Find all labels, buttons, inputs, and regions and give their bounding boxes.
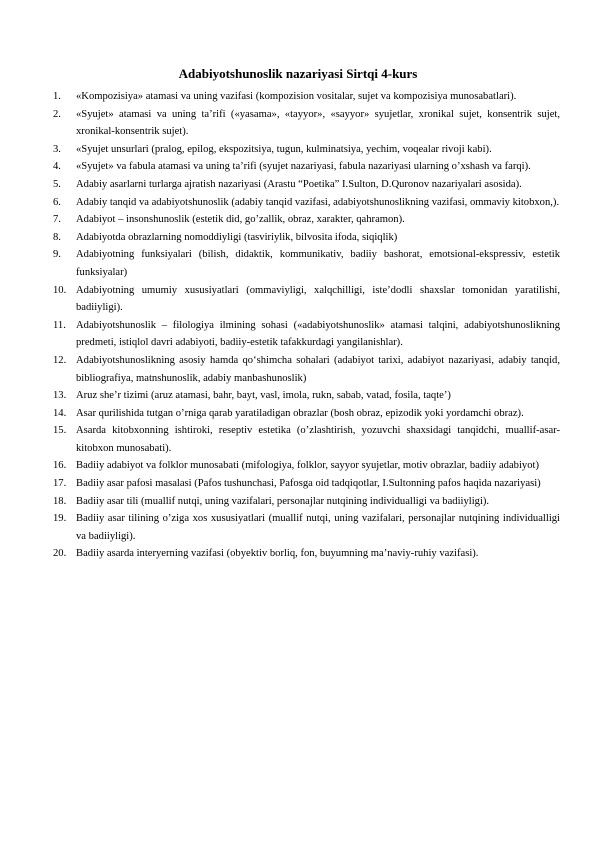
list-item-number: 12. — [53, 354, 67, 366]
list-item-text: Adabiyotshunoslikning asosiy hamda qo‘shimcha sohalari (adabiyot tarixi, adabiyot nazariyasi, adabiy tanqid, bibliografiya, matnshunoslik, adabiy manbashunoslik) — [76, 354, 560, 384]
list-item — [53, 246, 560, 281]
list-item-text: Adabiyot – insonshunoslik (estetik did, go’zallik, obraz, xarakter, qahramon). — [76, 214, 405, 226]
list-item-text: Badiiy asar pafosi masalasi (Pafos tushunchasi, Pafosga oid tadqiqotlar, I.Sultonning pafos haqida nazariyasi) — [76, 478, 541, 490]
list-item-number: 18. — [53, 495, 67, 507]
list-item-text: «Syujet unsurlari (pralog, epilog, ekspozitsiya, tugun, kulminatsiya, yechim, voqealar rivoji kabi). — [76, 143, 492, 155]
list-item-number: 8. — [53, 231, 61, 243]
list-item-number: 11. — [53, 319, 66, 331]
list-item-number: 13. — [53, 390, 67, 402]
list-item — [53, 475, 560, 493]
list-item — [53, 158, 560, 176]
list-item — [53, 106, 560, 141]
list-item-text: Badiiy asarda interyerning vazifasi (obyektiv borliq, fon, buyumning ma’naviy-ruhiy vazifasi). — [76, 548, 479, 560]
list-item-number: 7. — [53, 214, 61, 226]
list-item-number: 2. — [53, 108, 61, 120]
list-item-number: 19. — [53, 513, 67, 525]
list-item-number: 4. — [53, 161, 61, 173]
list-item-text: Adabiyotning funksiyalari (bilish, didaktik, kommunikativ, badiiy bashorat, emotsional-ekspressiv, estetik funksiyalar) — [76, 249, 560, 278]
list-item-number: 9. — [53, 249, 61, 261]
list-item-text: Adabiyotshunoslik – filologiya ilmining sohasi («adabiyotshunoslik» atamasi talqini, adabiyotshunoslikning predmeti, istiqlol davri adabiyoti, badiiy-estetik tafakkurdagi yangilanishlar). — [76, 319, 560, 349]
list-item-number: 15. — [53, 425, 67, 437]
list-item-text: Aruz she’r tizimi (aruz atamasi, bahr, bayt, vasl, imola, rukn, sabab, vatad, fosila, taqte’) — [76, 390, 451, 402]
list-item — [53, 194, 560, 212]
list-item-text: Badiiy asar tili (muallif nutqi, uning vazifalari, personajlar nutqining individualligi va badiiyligi). — [76, 495, 490, 507]
list-item — [53, 176, 560, 194]
list-item — [53, 141, 560, 159]
list-item-number: 14. — [53, 407, 67, 419]
list-item — [53, 88, 560, 106]
list-item-text: Adabiy asarlarni turlarga ajratish nazariyasi (Arastu “Poetika” I.Sulton, D.Quronov nazariyalari asosida). — [76, 178, 522, 190]
list-item-text: «Syujet» atamasi va uning ta’rifi («yasama», «tayyor», «sayyor» syujetlar, xronikal sujet, konsentrik sujet, xronikal-konsentrik sujet). — [76, 108, 560, 138]
list-item — [53, 282, 560, 317]
list-item-text: Badiiy asar tilining o’ziga xos xususiyatlari (muallif nutqi, uning vazifalari, personajlar nutqining individualligi va badiiyligi). — [76, 513, 560, 542]
list-item-number: 1. — [53, 91, 61, 102]
list-item-text: Adabiyotning umumiy xususiyatlari (ommaviyligi, xalqchilligi, iste’dodli shaxslar tomonidan yaratilishi, badiiyligi). — [76, 284, 560, 314]
list-item-number: 16. — [53, 460, 67, 472]
list-item-number: 6. — [53, 196, 61, 208]
question-list — [53, 88, 560, 563]
list-item-text: Adabiyotda obrazlarning nomoddiyligi (tasviriylik, bilvosita ifoda, siqiqlik) — [76, 231, 398, 243]
list-item — [53, 545, 560, 563]
list-item-text: Adabiy tanqid va adabiyotshunoslik (adabiy tanqid vazifasi, adabiyotshunoslikning vazifasi, ommaviy kitobxon,). — [76, 196, 560, 208]
list-item-number: 5. — [53, 178, 61, 190]
list-item-text: «Kompozisiya» atamasi va uning vazifasi (kompozision vositalar, sujet va kompozisiya munosabatlari). — [76, 91, 517, 102]
list-item-number: 20. — [53, 548, 67, 560]
list-item — [53, 211, 560, 229]
list-item-text: Asar qurilishida tutgan o’rniga qarab yaratiladigan obrazlar (bosh obraz, epizodik yoki yordamchi obraz). — [76, 407, 524, 419]
list-item — [53, 352, 560, 387]
list-item — [53, 387, 560, 405]
list-item — [53, 510, 560, 545]
list-item — [53, 457, 560, 475]
list-item-number: 10. — [53, 284, 67, 296]
list-item — [53, 317, 560, 352]
list-item-text: Asarda kitobxonning ishtiroki, reseptiv estetika (o’zlashtirish, yozuvchi shaxsidagi tanqidchi, muallif-asar-kitobxon munosabati). — [76, 425, 560, 454]
list-item — [53, 493, 560, 511]
list-item-text: Badiiy adabiyot va folklor munosabati (mifologiya, folklor, sayyor syujetlar, motiv obrazlar, badiiy adabiyot) — [76, 460, 539, 472]
list-item — [53, 405, 560, 423]
list-item — [53, 422, 560, 457]
list-item — [53, 229, 560, 247]
list-item-number: 3. — [53, 143, 61, 155]
document-title: Adabiyotshunoslik nazariyasi Sirtqi 4-kurs — [178, 66, 418, 81]
list-item-number: 17. — [53, 478, 67, 490]
list-item-text: «Syujet» va fabula atamasi va uning ta’rifi (syujet nazariyasi, fabula nazariyasi ularning o’xshash va farqi). — [76, 161, 531, 173]
